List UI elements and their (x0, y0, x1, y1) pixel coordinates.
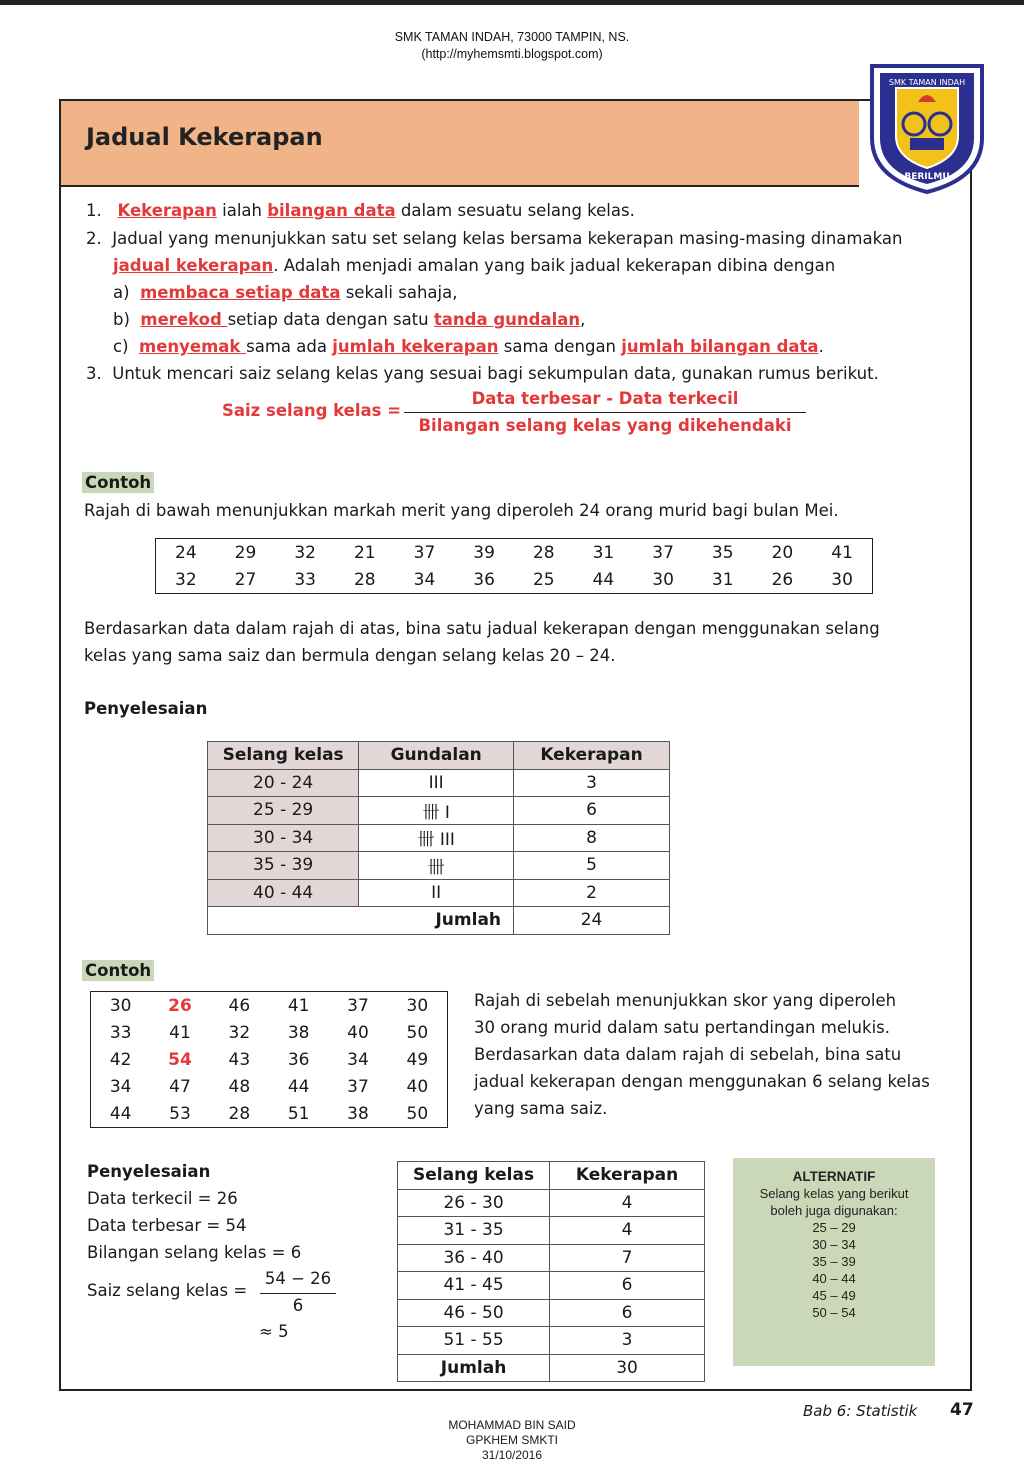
example-2-solution-label: Penyelesaian (87, 1162, 211, 1181)
data-cell: 36 (287, 1049, 310, 1070)
table-row (156, 539, 873, 567)
table-row (208, 852, 670, 880)
data-cell: 51 (287, 1103, 310, 1124)
data-cell: 24 (175, 542, 197, 563)
table-row (156, 566, 873, 594)
formula-denominator: Bilangan selang kelas yang dikehendaki (418, 416, 792, 435)
data-cell: 20 (771, 542, 794, 563)
data-cell: 40 (406, 1076, 429, 1097)
interval-cell: 30 - 34 (208, 824, 359, 852)
data-cell: 48 (228, 1076, 251, 1097)
header-kekerapan-2: Kekerapan (550, 1162, 705, 1190)
data-cell: 37 (347, 1076, 369, 1097)
data-cell: 44 (287, 1076, 310, 1097)
interval-cell: 31 - 35 (398, 1217, 550, 1245)
example-1-frequency-table (207, 741, 670, 935)
frequency-cell: 2 (514, 879, 670, 907)
data-cell: 34 (413, 569, 436, 590)
data-cell: 49 (406, 1049, 429, 1070)
data-cell: 46 (228, 995, 251, 1016)
formula-fraction-bar (404, 412, 806, 413)
data-cell: 31 (592, 542, 615, 563)
interval-cell: 25 - 29 (208, 797, 359, 825)
data-cell: 29 (234, 542, 257, 563)
point-1: 1. Kekerapan ialah bilangan data dalam sesuatu selang kelas. (86, 201, 635, 220)
example-1-question-1: Berdasarkan data dalam rajah di atas, bina satu jadual kekerapan dengan menggunakan selang (84, 619, 880, 638)
table-row (398, 1327, 705, 1355)
data-cell: 26 (771, 569, 794, 590)
data-cell: 37 (413, 542, 436, 563)
chapter-label: Bab 6: Statistik (803, 1402, 918, 1420)
interval-cell: 40 - 44 (208, 879, 359, 907)
data-cell: 31 (711, 569, 734, 590)
example-2-description: Rajah di sebelah menunjukkan skor yang diperoleh 30 orang murid dalam satu pertandingan melukis. Berdasarkan data dalam rajah di sebelah, bina satu jadual kekerapan dengan menggunakan 6 selang kelas yang sama saiz. (474, 991, 930, 1118)
data-cell: 30 (831, 569, 853, 590)
data-cell: 38 (287, 1022, 310, 1043)
data-cell: 34 (347, 1049, 369, 1070)
data-cell: 28 (228, 1103, 251, 1124)
work-fraction-numerator: 54 − 26 (264, 1269, 332, 1288)
data-cell: 53 (169, 1103, 191, 1124)
data-cell: 32 (175, 569, 197, 590)
table-row (398, 1189, 705, 1217)
data-cell: 21 (353, 542, 376, 563)
interval-cell: 46 - 50 (398, 1299, 550, 1327)
data-cell: 54 (168, 1049, 192, 1070)
tally-cell: III (359, 769, 514, 797)
frequency-cell: 8 (514, 824, 670, 852)
term-kekerapan: Kekerapan (117, 201, 217, 220)
interval-cell: 51 - 55 (398, 1327, 550, 1355)
example-2-data-table (90, 991, 448, 1128)
example-1-question-2: kelas yang sama saiz dan bermula dengan selang kelas 20 – 24. (84, 646, 616, 665)
data-cell: 42 (109, 1049, 132, 1070)
table-row (208, 824, 670, 852)
footer-role: GPKHEM SMKTI (465, 1433, 558, 1447)
footer-date: 31/10/2016 (481, 1448, 543, 1462)
data-cell: 41 (831, 542, 853, 563)
school-logo-icon (862, 58, 992, 196)
data-cell: 34 (109, 1076, 132, 1097)
total-label: Jumlah (398, 1354, 550, 1382)
data-cell: 40 (347, 1022, 369, 1043)
table-row (398, 1272, 705, 1300)
data-cell: 41 (169, 1022, 191, 1043)
data-cell: 33 (294, 569, 316, 590)
data-cell: 44 (592, 569, 615, 590)
interval-cell: 41 - 45 (398, 1272, 550, 1300)
point-2c: c) menyemak sama ada jumlah kekerapan sama dengan jumlah bilangan data. (113, 337, 824, 356)
interval-cell: 36 - 40 (398, 1244, 550, 1272)
work-approx: ≈ 5 (259, 1322, 289, 1341)
total-label: Jumlah (208, 907, 514, 935)
table-row (208, 769, 670, 797)
alternatif-title: ALTERNATIF (792, 1169, 876, 1184)
data-cell: 50 (406, 1022, 429, 1043)
interval-cell: 35 - 39 (208, 852, 359, 880)
data-cell: 50 (406, 1103, 429, 1124)
header-kekerapan: Kekerapan (514, 742, 670, 770)
point-2: 2. Jadual yang menunjukkan satu set selang kelas bersama kekerapan masing-masing dinamakan (86, 229, 903, 248)
table-row (398, 1217, 705, 1245)
data-cell: 28 (353, 569, 376, 590)
frequency-cell: 4 (550, 1189, 705, 1217)
example-1-label: Contoh (82, 473, 154, 492)
data-cell: 32 (228, 1022, 251, 1043)
total-value: 24 (514, 907, 670, 935)
frequency-cell: 7 (550, 1244, 705, 1272)
example-1-solution-label: Penyelesaian (84, 699, 208, 718)
example-1-intro: Rajah di bawah menunjukkan markah merit yang diperoleh 24 orang murid bagi bulan Mei. (84, 501, 839, 520)
header-selang-kelas: Selang kelas (208, 742, 359, 770)
data-cell: 39 (473, 542, 495, 563)
table-row (91, 1100, 448, 1128)
header-gundalan: Gundalan (359, 742, 514, 770)
total-row (398, 1354, 705, 1382)
work-data-terbesar: Data terbesar = 54 (87, 1216, 247, 1235)
school-header: SMK TAMAN INDAH, 73000 TAMPIN, NS. (394, 30, 630, 44)
alternatif-box: ALTERNATIF Selang kelas yang berikut boleh juga digunakan: 25 – 29 30 – 34 35 – 39 40 – 44 45 – 49 50 – 54 (733, 1158, 935, 1366)
data-cell: 47 (169, 1076, 191, 1097)
data-cell: 37 (652, 542, 674, 563)
header-selang-kelas-2: Selang kelas (398, 1162, 550, 1190)
data-cell: 33 (109, 1022, 132, 1043)
work-bilangan-selang: Bilangan selang kelas = 6 (87, 1243, 302, 1262)
data-cell: 30 (406, 995, 429, 1016)
table-row (91, 1019, 448, 1046)
data-cell: 44 (109, 1103, 132, 1124)
table-row (91, 1046, 448, 1073)
formula-numerator: Data terbesar - Data terkecil (471, 389, 739, 408)
total-value: 30 (550, 1354, 705, 1382)
table-row (91, 1073, 448, 1100)
data-cell: 41 (287, 995, 310, 1016)
top-rule (0, 0, 1024, 5)
table-row (208, 879, 670, 907)
data-cell: 27 (234, 569, 257, 590)
data-cell: 37 (347, 995, 369, 1016)
table-row (91, 992, 448, 1020)
point-2b: b) merekod setiap data dengan satu tanda gundalan, (113, 310, 586, 329)
tally-cell: 卌 I (359, 797, 514, 825)
page-number: 47 (950, 1400, 974, 1420)
data-cell: 25 (532, 569, 555, 590)
page-title: Jadual Kekerapan (86, 123, 323, 151)
table-row (398, 1299, 705, 1327)
example-2-frequency-table (397, 1161, 705, 1382)
frequency-cell: 6 (514, 797, 670, 825)
logo-motto: BERILMU (904, 172, 950, 182)
footer-author: MOHAMMAD BIN SAID (448, 1418, 576, 1432)
logo-ring-text: SMK TAMAN INDAH (888, 78, 966, 87)
data-cell: 35 (711, 542, 734, 563)
point-3: 3. Untuk mencari saiz selang kelas yang sesuai bagi sekumpulan data, gunakan rumus berikut. (86, 364, 879, 383)
example-1-data-table (155, 538, 873, 594)
point-2-cont: jadual kekerapan. Adalah menjadi amalan yang baik jadual kekerapan dibina dengan (113, 256, 836, 275)
frequency-cell: 6 (550, 1272, 705, 1300)
data-cell: 26 (168, 995, 192, 1016)
total-row (208, 907, 670, 935)
frequency-cell: 5 (514, 852, 670, 880)
point-2a: a) membaca setiap data sekali sahaja, (113, 283, 458, 302)
data-cell: 28 (532, 542, 555, 563)
frequency-cell: 3 (514, 769, 670, 797)
frequency-cell: 3 (550, 1327, 705, 1355)
frequency-cell: 6 (550, 1299, 705, 1327)
work-data-terkecil: Data terkecil = 26 (87, 1189, 238, 1208)
work-fraction-bar (260, 1293, 336, 1294)
work-fraction-denominator: 6 (292, 1296, 304, 1315)
interval-cell: 26 - 30 (398, 1189, 550, 1217)
data-cell: 38 (347, 1103, 369, 1124)
data-cell: 30 (652, 569, 674, 590)
data-cell: 32 (294, 542, 316, 563)
data-cell: 36 (473, 569, 495, 590)
school-url: (http://myhemsmti.blogspot.com) (421, 47, 603, 61)
tally-cell: II (359, 879, 514, 907)
work-saiz-lhs: Saiz selang kelas = (87, 1281, 248, 1300)
tally-cell: 卌 (359, 852, 514, 880)
interval-cell: 20 - 24 (208, 769, 359, 797)
table-row (398, 1244, 705, 1272)
frequency-cell: 4 (550, 1217, 705, 1245)
table-row (208, 797, 670, 825)
tally-cell: 卌 III (359, 824, 514, 852)
formula-lhs: Saiz selang kelas = (222, 401, 402, 420)
data-cell: 30 (109, 995, 132, 1016)
example-2-label: Contoh (82, 961, 154, 980)
data-cell: 43 (228, 1049, 251, 1070)
